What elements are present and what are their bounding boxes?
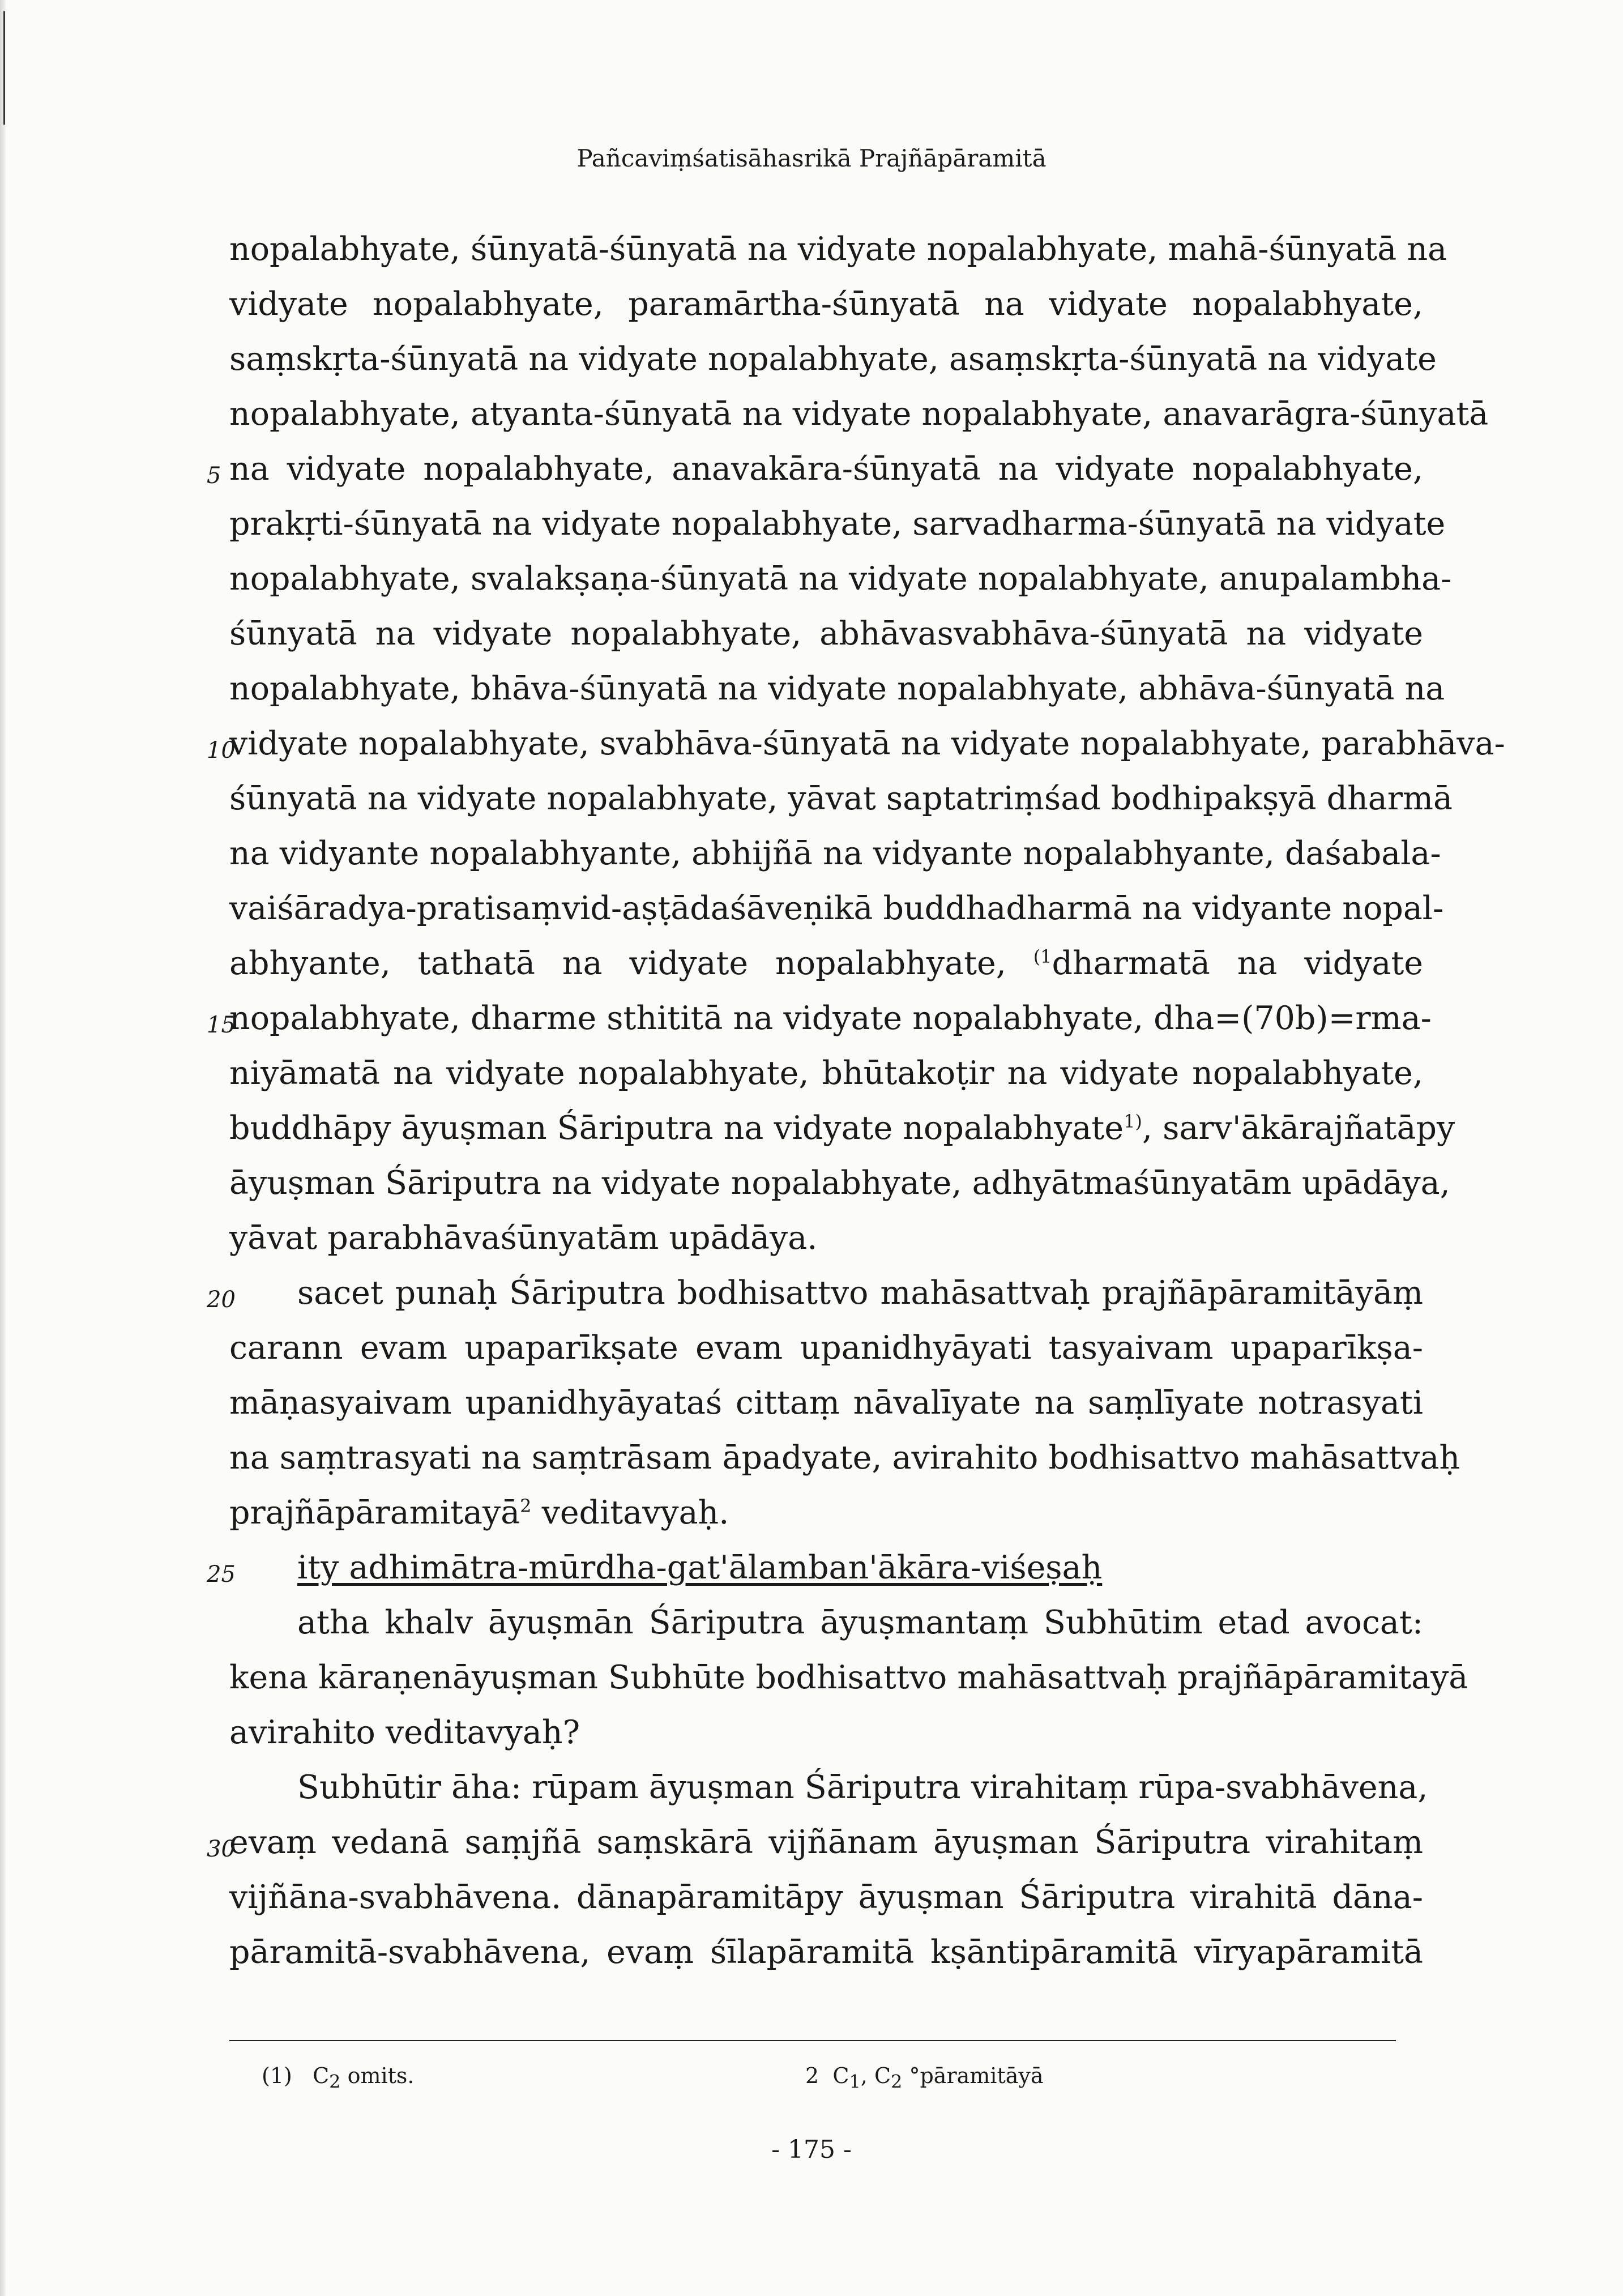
footnote-text: °pāramitāyā xyxy=(902,2063,1044,2088)
line-number: 30 xyxy=(207,1836,236,1862)
text-line: nopalabhyate, bhāva-śūnyatā na vidyate nopalabhyate, abhāva-śūnyatā na xyxy=(229,670,1445,707)
footnote-close-marker: 1) xyxy=(1124,1111,1142,1132)
text-line: atha khalv āyuṣmān Śāriputra āyuṣmantaṃ Subhūtim etad avocat: xyxy=(297,1604,1423,1641)
text-line: na vidyate nopalabhyate, anavakāra-śūnyatā na vidyate nopalabhyate, xyxy=(229,450,1423,488)
text-line: yāvat parabhāvaśūnyatām upādāya. xyxy=(229,1219,818,1257)
text-line: āyuṣman Śāriputra na vidyate nopalabhyate, adhyātmaśūnyatām upādāya, xyxy=(229,1164,1450,1202)
footnote-subscript: 1 xyxy=(849,2071,861,2093)
text-line: pāramitā-svabhāvena, evaṃ śīlapāramitā kṣāntipāramitā vīryapāramitā xyxy=(229,1934,1423,1971)
text-line: niyāmatā na vidyate nopalabhyate, bhūtakoṭir na vidyate nopalabhyate, xyxy=(229,1055,1423,1092)
text-line: vaiśāradya-pratisaṃvid-aṣṭādaśāveṇikā buddhadharmā na vidyante nopal- xyxy=(229,890,1444,927)
text-segment: buddhāpy āyuṣman Śāriputra na vidyate nopalabhyate xyxy=(229,1109,1124,1147)
text-line xyxy=(229,1106,1455,1151)
text-line: nopalabhyate, dharme sthititā na vidyate nopalabhyate, dha=(70b)=rma- xyxy=(229,1000,1432,1037)
footnote-subscript: 2 xyxy=(891,2071,903,2093)
footnote-label: 2 xyxy=(805,2063,819,2088)
text-line: saṃskṛta-śūnyatā na vidyate nopalabhyate, asaṃskṛta-śūnyatā na vidyate xyxy=(229,340,1437,378)
scan-mark xyxy=(3,11,5,125)
text-line: na saṃtrasyati na saṃtrāsam āpadyate, avirahito bodhisattvo mahāsattvaḥ xyxy=(229,1439,1460,1476)
line-number: 15 xyxy=(207,1012,236,1038)
section-heading xyxy=(229,1545,1423,1590)
footnote-divider xyxy=(229,2040,1396,2041)
text-line: māṇasyaivam upanidhyāyataś cittaṃ nāvalīyate na saṃlīyate notrasyati xyxy=(229,1384,1423,1422)
text-line: na vidyante nopalabhyante, abhijñā na vidyante nopalabhyante, daśabala- xyxy=(229,835,1441,872)
text-line xyxy=(229,941,1423,986)
footnote-1 xyxy=(262,2059,415,2093)
text-line: nopalabhyate, svalakṣaṇa-śūnyatā na vidyate nopalabhyate, anupalambha- xyxy=(229,560,1452,598)
text-line: prakṛti-śūnyatā na vidyate nopalabhyate, sarvadharma-śūnyatā na vidyate xyxy=(229,505,1446,543)
text-segment: dharmatā na vidyate xyxy=(1052,945,1423,982)
footnote-text: , C xyxy=(860,2063,891,2088)
text-segment: veditavyaḥ. xyxy=(531,1494,729,1531)
text-line: vidyate nopalabhyate, svabhāva-śūnyatā na vidyate nopalabhyate, parabhāva- xyxy=(229,725,1505,762)
text-line: śūnyatā na vidyate nopalabhyate, yāvat saptatriṃśad bodhipakṣyā dharmā xyxy=(229,780,1453,817)
footnote-text: omits. xyxy=(340,2063,415,2088)
footnote-2 xyxy=(805,2059,1044,2093)
running-header: Pañcaviṃśatisāhasrikā Prajñāpāramitā xyxy=(576,144,1047,172)
line-number: 25 xyxy=(207,1561,236,1587)
text-line: evaṃ vedanā saṃjñā saṃskārā vijñānam āyuṣman Śāriputra virahitaṃ xyxy=(229,1824,1423,1861)
text-line: śūnyatā na vidyate nopalabhyate, abhāvasvabhāva-śūnyatā na vidyate xyxy=(229,615,1423,652)
footnote-label: (1) xyxy=(262,2063,292,2088)
footnote-text: C xyxy=(313,2063,330,2088)
line-number: 10 xyxy=(207,737,236,763)
footnote-subscript: 2 xyxy=(329,2071,341,2093)
scan-edge xyxy=(0,0,6,2296)
text-line xyxy=(229,1490,1423,1535)
text-line: vidyate nopalabhyate, paramārtha-śūnyatā na vidyate nopalabhyate, xyxy=(229,285,1423,323)
footnote-text: C xyxy=(832,2063,849,2088)
page-number: - 175 - xyxy=(771,2135,852,2164)
text-line: nopalabhyate, śūnyatā-śūnyatā na vidyate nopalabhyate, mahā-śūnyatā na xyxy=(229,231,1447,268)
text-line: avirahito veditavyaḥ? xyxy=(229,1714,580,1751)
text-line: vijñāna-svabhāvena. dānapāramitāpy āyuṣman Śāriputra virahitā dāna- xyxy=(229,1879,1423,1916)
text-segment: , sarv'ākārajñatāpy xyxy=(1142,1109,1455,1147)
footnote-open-marker: (1 xyxy=(1033,946,1052,967)
footnote-marker: 2 xyxy=(520,1495,532,1517)
text-line: Subhūtir āha: rūpam āyuṣman Śāriputra virahitaṃ rūpa-svabhāvena, xyxy=(297,1769,1428,1806)
section-heading-text: ity adhimātra-mūrdha-gat'ālamban'ākāra-viśeṣaḥ xyxy=(297,1549,1103,1586)
text-line: nopalabhyate, atyanta-śūnyatā na vidyate nopalabhyate, anavarāgra-śūnyatā xyxy=(229,395,1489,433)
line-number: 20 xyxy=(207,1287,236,1313)
line-number: 5 xyxy=(207,463,221,489)
text-segment: prajñāpāramitayā xyxy=(229,1494,520,1531)
text-line: sacet punaḥ Śāriputra bodhisattvo mahāsattvaḥ prajñāpāramitāyāṃ xyxy=(297,1274,1423,1312)
text-segment: abhyante, tathatā na vidyate nopalabhyate, xyxy=(229,945,1006,982)
text-line: kena kāraṇenāyuṣman Subhūte bodhisattvo mahāsattvaḥ prajñāpāramitayā xyxy=(229,1659,1468,1696)
text-line: carann evam upaparīkṣate evam upanidhyāyati tasyaivam upaparīkṣa- xyxy=(229,1329,1423,1367)
